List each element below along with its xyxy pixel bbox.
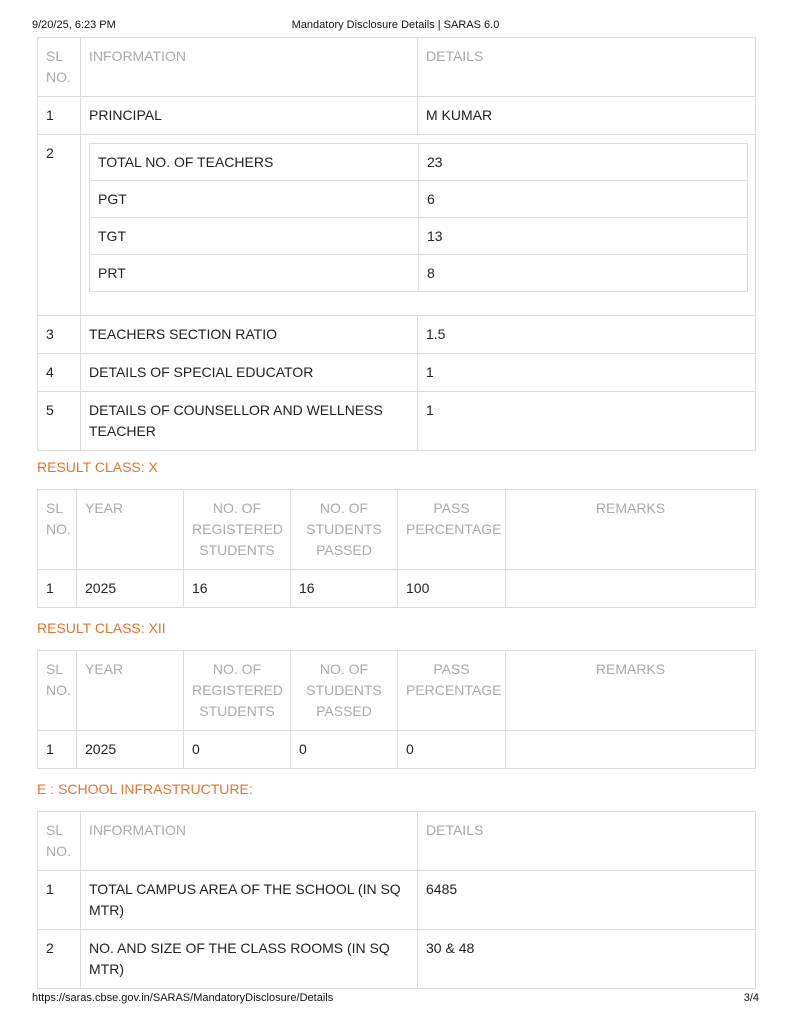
- inner-value: 8: [419, 255, 748, 292]
- row-sl: 2: [38, 930, 81, 989]
- table-row: [38, 354, 756, 392]
- table-header-row: [38, 812, 756, 871]
- row-information: PRINCIPAL: [81, 97, 418, 135]
- col-header-remarks: REMARKS: [506, 651, 756, 731]
- row-sl: 1: [38, 731, 77, 769]
- row-year: 2025: [77, 570, 184, 608]
- row-year: 2025: [77, 731, 184, 769]
- result-x-table: [37, 489, 756, 608]
- col-header-information: INFORMATION: [81, 812, 418, 871]
- row-registered: 16: [184, 570, 291, 608]
- table-row: [38, 97, 756, 135]
- inner-row: [90, 255, 748, 292]
- row-pass-percentage: 0: [398, 731, 506, 769]
- row-details: 6485: [418, 871, 756, 930]
- col-header-registered: NO. OF REGISTERED STUDENTS: [184, 651, 291, 731]
- row-information: TEACHERS SECTION RATIO: [81, 316, 418, 354]
- row-passed: 0: [291, 731, 398, 769]
- inner-value: 23: [419, 144, 748, 181]
- inner-label: TOTAL NO. OF TEACHERS: [90, 144, 419, 181]
- row-remarks: [506, 731, 756, 769]
- row-sl: 1: [38, 570, 77, 608]
- table-header-row: [38, 651, 756, 731]
- print-datetime: 9/20/25, 6:23 PM: [32, 19, 116, 31]
- row-sl: 1: [38, 97, 81, 135]
- inner-value: 13: [419, 218, 748, 255]
- col-header-pass-percentage: PASS PERCENTAGE: [398, 651, 506, 731]
- table-header-row: [38, 38, 756, 97]
- col-header-sl: SL NO.: [38, 812, 81, 871]
- inner-label: PRT: [90, 255, 419, 292]
- row-information: TOTAL CAMPUS AREA OF THE SCHOOL (IN SQ MTR): [81, 871, 418, 930]
- table-row: [38, 930, 756, 989]
- col-header-pass-percentage: PASS PERCENTAGE: [398, 490, 506, 570]
- table-header-row: [38, 490, 756, 570]
- col-header-sl: SL NO.: [38, 490, 77, 570]
- col-header-year: YEAR: [77, 490, 184, 570]
- col-header-details: DETAILS: [418, 812, 756, 871]
- col-header-registered: NO. OF REGISTERED STUDENTS: [184, 490, 291, 570]
- table-row: [38, 871, 756, 930]
- infrastructure-table: [37, 811, 756, 989]
- row-details: M KUMAR: [418, 97, 756, 135]
- col-header-details: DETAILS: [418, 38, 756, 97]
- teachers-inner-table: [89, 143, 748, 292]
- row-sl: 2: [38, 135, 81, 316]
- row-remarks: [506, 570, 756, 608]
- inner-row: [90, 218, 748, 255]
- inner-row: [90, 181, 748, 218]
- col-header-passed: NO. OF STUDENTS PASSED: [291, 651, 398, 731]
- row-pass-percentage: 100: [398, 570, 506, 608]
- row-details: 1: [418, 354, 756, 392]
- row-details: 1.5: [418, 316, 756, 354]
- table-row: [38, 316, 756, 354]
- print-title: Mandatory Disclosure Details | SARAS 6.0: [291, 19, 500, 31]
- col-header-sl: SL NO.: [38, 651, 77, 731]
- col-header-information: INFORMATION: [81, 38, 418, 97]
- row-details: 30 & 48: [418, 930, 756, 989]
- inner-label: PGT: [90, 181, 419, 218]
- row-sl: 4: [38, 354, 81, 392]
- row-sl: 3: [38, 316, 81, 354]
- inner-row: [90, 144, 748, 181]
- col-header-year: YEAR: [77, 651, 184, 731]
- col-header-sl: SL NO.: [38, 38, 81, 97]
- row-information: DETAILS OF SPECIAL EDUCATOR: [81, 354, 418, 392]
- table-row-teachers: [38, 135, 756, 316]
- col-header-passed: NO. OF STUDENTS PASSED: [291, 490, 398, 570]
- table-row: [38, 731, 756, 769]
- row-details: 1: [418, 392, 756, 451]
- table-row: [38, 570, 756, 608]
- table-row: [38, 392, 756, 451]
- page-url: https://saras.cbse.gov.in/SARAS/MandatoryDisclosure/Details: [32, 992, 334, 1004]
- row-passed: 16: [291, 570, 398, 608]
- row-registered: 0: [184, 731, 291, 769]
- row-information: NO. AND SIZE OF THE CLASS ROOMS (IN SQ MTR): [81, 930, 418, 989]
- col-header-remarks: REMARKS: [506, 490, 756, 570]
- row-sl: 5: [38, 392, 81, 451]
- staff-table: [37, 37, 756, 451]
- inner-value: 6: [419, 181, 748, 218]
- teachers-cell: [81, 135, 756, 316]
- page-number: 3/4: [743, 992, 759, 1004]
- row-information: DETAILS OF COUNSELLOR AND WELLNESS TEACHER: [81, 392, 418, 451]
- result-xii-table: [37, 650, 756, 769]
- infrastructure-heading: E : SCHOOL INFRASTRUCTURE:: [37, 781, 253, 797]
- result-x-heading: RESULT CLASS: X: [37, 459, 158, 475]
- row-sl: 1: [38, 871, 81, 930]
- inner-label: TGT: [90, 218, 419, 255]
- result-xii-heading: RESULT CLASS: XII: [37, 620, 166, 636]
